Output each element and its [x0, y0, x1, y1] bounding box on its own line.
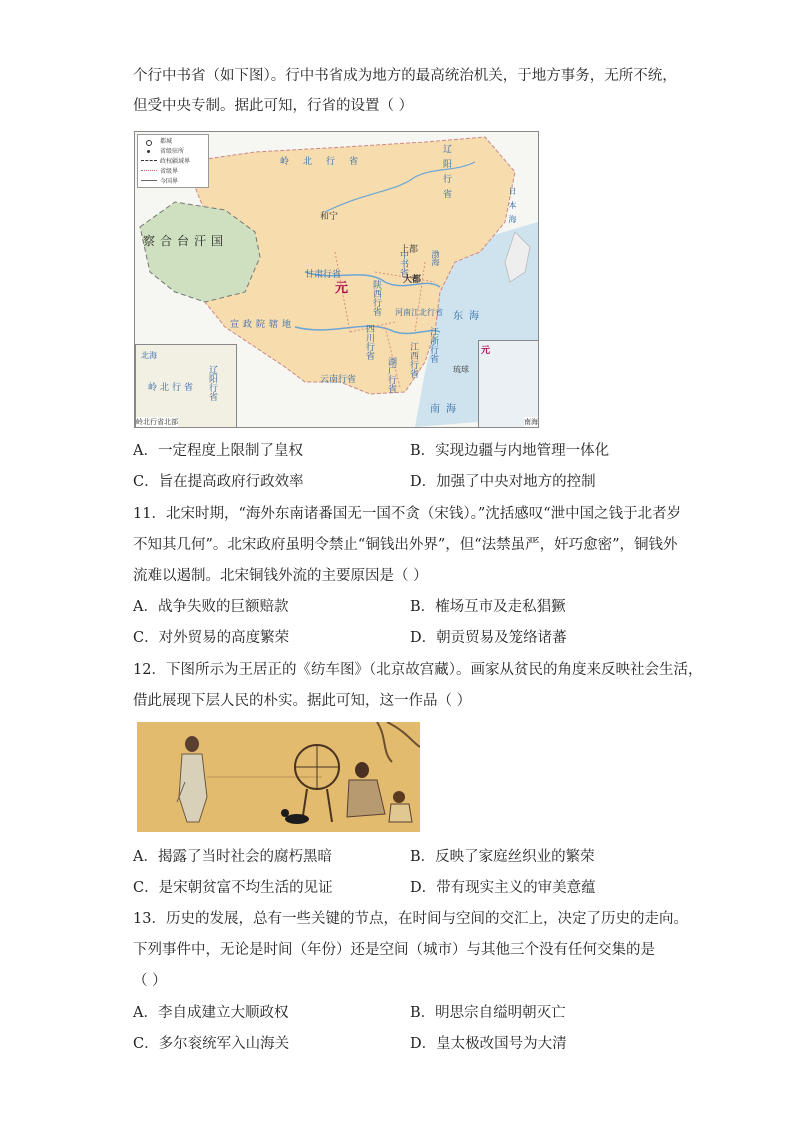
- label-yuan: 元: [335, 281, 349, 296]
- modern-border-symbol-icon: [141, 180, 157, 181]
- label-xuanzheng: 宣政院辖地: [230, 320, 296, 330]
- inset1-title: 岭北行省北部: [136, 418, 178, 426]
- painting-drawing: [137, 722, 420, 832]
- map-legend: [137, 134, 209, 188]
- q13-option-b[interactable]: B．明思宗自缢明朝灭亡: [410, 1005, 566, 1021]
- q11-option-a[interactable]: A．战争失败的巨额赔款: [133, 599, 289, 615]
- regime-border-symbol-icon: [141, 160, 157, 161]
- q12-option-d[interactable]: D．带有现实主义的审美意蕴: [410, 880, 596, 896]
- inset1-label-liaoyang: 辽阳行省: [207, 365, 217, 401]
- capital-symbol-icon: [146, 140, 152, 146]
- legend-modern-border: 今国界: [160, 178, 179, 185]
- label-liuqiu: 琉球: [453, 365, 469, 374]
- label-chagatai: 察合台汗国: [143, 234, 229, 248]
- inset2-label-yuan: 元: [481, 346, 491, 356]
- seat-symbol-icon: [147, 150, 150, 153]
- q13-option-c[interactable]: C．多尔衮统军入山海关: [133, 1036, 290, 1052]
- label-liaoyang: 辽阳行省: [441, 144, 451, 204]
- q13-stem-line3: （ ）: [133, 973, 167, 989]
- inset1-label-lingbei: 岭北行省: [148, 383, 197, 393]
- q11-stem-line1: 11．北宋时期，“海外东南诸番国无一国不贪（宋钱）。”沈括感叹“泄中国之钱于北者岁: [133, 506, 682, 522]
- legend-regime-border: 政权疆域界: [160, 158, 191, 165]
- label-zhongshu: 中书省: [398, 250, 408, 277]
- label-gansu: 甘肃行省: [305, 270, 342, 280]
- q12-option-a[interactable]: A．揭露了当时社会的腐朽黑暗: [133, 849, 332, 865]
- q10-option-b[interactable]: B．实现边疆与内地管理一体化: [410, 443, 610, 459]
- q13-option-d[interactable]: D．皇太极改国号为大清: [410, 1036, 567, 1052]
- q12-stem-line1: 12．下图所示为王居正的《纺车图》（北京故宫藏）。画家从贫民的角度来反映社会生活，: [133, 662, 703, 678]
- label-huguang: 湖广行省: [386, 357, 396, 393]
- legend-province-border: 省级界: [160, 168, 179, 175]
- q12-stem-line2: 借此展现下层人民的朴实。据此可知，这一作品（ ）: [133, 693, 472, 709]
- label-sichuan: 四川行省: [364, 324, 374, 360]
- q13-option-a[interactable]: A．李自成建立大顺政权: [133, 1005, 289, 1021]
- q11-option-c[interactable]: C．对外贸易的高度繁荣: [133, 630, 290, 646]
- q12-option-c[interactable]: C．是宋朝贫富不均生活的见证: [133, 880, 333, 896]
- q10-stem-line2: 但受中央专制。据此可知，行省的设置（ ）: [133, 98, 414, 114]
- inset1-label-beihai: 北海: [141, 351, 157, 360]
- yuan-provinces-map: [134, 131, 539, 428]
- label-shangdu: 上都: [400, 245, 419, 255]
- label-riben: 日本海: [508, 187, 517, 229]
- label-nanhai: 南海: [430, 404, 462, 415]
- label-lingbei: 岭北行省: [280, 157, 373, 167]
- label-yunnan: 云南行省: [320, 375, 357, 385]
- map-inset-south-sea: [478, 340, 539, 428]
- q11-stem-line2: 不知其几何”。北宋政府虽明令禁止“铜钱出外界”，但“法禁虽严，奸巧愈密”，铜钱外: [133, 537, 678, 553]
- inset2-title: 南海: [524, 418, 538, 426]
- spinning-wheel-painting: [137, 722, 420, 832]
- map-inset-north: [135, 344, 237, 428]
- q11-option-b[interactable]: B．榷场互市及走私猖獗: [410, 599, 566, 615]
- q13-stem-line2: 下列事件中，无论是时间（年份）还是空间（城市）与其他三个没有任何交集的是: [133, 942, 655, 958]
- label-helin: 和宁: [320, 212, 339, 222]
- q12-option-b[interactable]: B．反映了家庭丝织业的繁荣: [410, 849, 595, 865]
- label-bohai: 渤海: [431, 250, 440, 266]
- q13-stem-line1: 13．历史的发展，总有一些关键的节点，在时间与空间的交汇上，决定了历史的走向。: [133, 911, 688, 927]
- label-henan: 河南江北行省: [395, 308, 443, 317]
- label-shaanxi: 陕西行省: [371, 280, 381, 316]
- label-jiangzhe: 江浙行省: [428, 327, 438, 363]
- q10-option-a[interactable]: A．一定程度上限制了皇权: [133, 443, 303, 459]
- q10-stem-line1: 个行中书省（如下图）。行中书省成为地方的最高统治机关，于地方事务，无所不统，: [133, 68, 677, 84]
- province-border-symbol-icon: [141, 170, 157, 171]
- legend-provincial-seat: 省级驻所: [160, 148, 185, 155]
- label-dadu: 大都: [403, 275, 422, 285]
- q11-option-d[interactable]: D．朝贡贸易及笼络诸蕃: [410, 630, 567, 646]
- label-jiangxi: 江西行省: [408, 342, 418, 378]
- legend-capital: 都城: [160, 138, 173, 145]
- q11-stem-line3: 流难以遏制。北宋铜钱外流的主要原因是（ ）: [133, 568, 428, 584]
- label-donghai: 东海: [453, 311, 485, 322]
- q10-option-d[interactable]: D．加强了中央对地方的控制: [410, 474, 596, 490]
- q10-option-c[interactable]: C．旨在提高政府行政效率: [133, 474, 304, 490]
